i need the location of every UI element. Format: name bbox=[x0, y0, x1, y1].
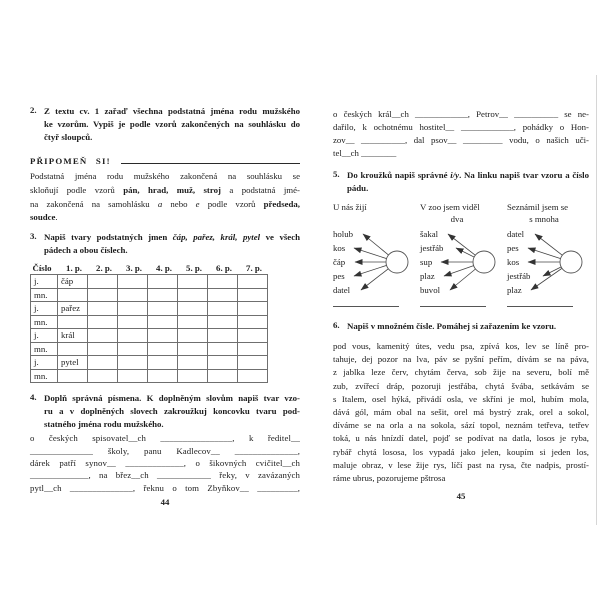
circle-diagram bbox=[333, 201, 589, 307]
table-row bbox=[31, 342, 268, 356]
fill-in-line: ______________ školy, panu Kadlecov__ ______________, bbox=[30, 445, 300, 456]
diagram-word: buvol bbox=[420, 285, 441, 295]
page-number-left: 44 bbox=[160, 497, 170, 508]
fill-in-line: tel__ch ________ bbox=[333, 148, 397, 158]
table-header-cell: 3. p. bbox=[126, 263, 142, 274]
exercise-2-number: 2. bbox=[30, 105, 37, 115]
row-label: j. bbox=[31, 329, 58, 343]
table-header-cell: 2. p. bbox=[96, 263, 112, 274]
answer-rule bbox=[507, 306, 573, 307]
noun-cell: čáp bbox=[58, 275, 88, 289]
exercise-6-line: Napiš v množném čísle. Pomáhej si zařazením ke vzoru. bbox=[347, 321, 557, 331]
diagram-body bbox=[420, 227, 502, 297]
row-label: mn. bbox=[31, 315, 58, 329]
exercise-4 bbox=[30, 392, 300, 431]
fill-in-exercise bbox=[30, 432, 300, 494]
exercise-4-line: statného jména rodu mužského. bbox=[44, 419, 164, 430]
diagram-word: pes bbox=[333, 271, 345, 281]
fill-in-line: dárek patří synov__ _____________, o šikovných cvičitel__ch bbox=[30, 458, 300, 468]
fill-in-line: zov__ __________, dal psov__ _________ vodu, o našich uči- bbox=[333, 135, 589, 145]
word-list-line: dává gól, mám obal na sešit, orel má bystrý zrak, orel a sokol, bbox=[333, 407, 589, 418]
table-header-cell: 4. p. bbox=[156, 263, 172, 274]
diagram-column-1 bbox=[333, 201, 415, 307]
noun-cell bbox=[58, 288, 88, 302]
noun-cell bbox=[58, 369, 88, 383]
exercise-3-line: pádech a obou číslech. bbox=[44, 245, 128, 256]
diagram-word: jestřáb bbox=[507, 271, 531, 281]
noun-cell bbox=[58, 342, 88, 356]
diagram-heading: Seznámil jsem se bbox=[507, 202, 569, 212]
fill-in-line: dařilo, k ochotnému hostitel__ ____________, pohádky o Hon- bbox=[333, 122, 589, 132]
remind-heading bbox=[30, 153, 300, 166]
diagram-word: šakal bbox=[420, 229, 439, 239]
row-label: j. bbox=[31, 302, 58, 316]
remind-blank-rule bbox=[121, 163, 300, 164]
scan-page-edge bbox=[596, 75, 597, 525]
word-list-line: díváme se na orla a na sokola, sází topol, neznám tetřeva, tetřev bbox=[333, 420, 589, 431]
diagram-heading: U nás žijí bbox=[333, 202, 367, 212]
word-list-line: toká, u nás hnízdí datel, pojď se podívat na datla, losos je ryba, bbox=[333, 433, 589, 444]
diagram-heading-line2: dva bbox=[450, 214, 464, 224]
exercise-3-number: 3. bbox=[30, 231, 37, 242]
table-row bbox=[31, 356, 268, 370]
fill-in-line: o českých král__ch ____________, Petrov__ __________ se ne- bbox=[333, 109, 589, 119]
exercise-5-line: pádu. bbox=[347, 183, 369, 193]
diagram-word: datel bbox=[333, 285, 351, 295]
diagram-heading: V zoo jsem viděl bbox=[420, 202, 480, 212]
remind-paragraph-line: na zakončená na samohlásku a nebo e podle vzorů předseda, bbox=[30, 198, 301, 209]
page-number-right: 45 bbox=[456, 491, 466, 502]
exercise-5 bbox=[333, 169, 589, 195]
diagram-body bbox=[507, 227, 589, 297]
remind-paragraph-line: soudce. bbox=[30, 212, 58, 223]
noun-cell bbox=[58, 315, 88, 329]
exercise-3 bbox=[30, 231, 300, 257]
table-header-cell: 5. p. bbox=[186, 263, 202, 274]
row-label: mn. bbox=[31, 342, 58, 356]
fill-in-line: _____________, na břez__ch ____________ řeky, v zavázaných bbox=[30, 470, 300, 481]
diagram-word: pes bbox=[507, 243, 519, 253]
diagram-heading-line2 bbox=[333, 213, 407, 225]
word-list bbox=[507, 227, 589, 297]
table-row bbox=[31, 369, 268, 383]
noun-cell: pařez bbox=[58, 302, 88, 316]
diagram-word: plaz bbox=[507, 285, 522, 295]
table-header-cell: 7. p. bbox=[246, 263, 262, 274]
exercise-4-number: 4. bbox=[30, 392, 37, 403]
diagram-word: sup bbox=[420, 257, 433, 267]
word-list-line: z jablka leze červ, chytám červa, sob žije na severu, bolí mě bbox=[333, 367, 589, 378]
row-label: mn. bbox=[31, 369, 58, 383]
exercise-2-line: čtyř sloupců. bbox=[44, 132, 93, 142]
noun-cell: pytel bbox=[58, 356, 88, 370]
exercise-2-line: Z textu cv. 1 zařaď všechna podstatná jména rodu mužského bbox=[44, 106, 300, 116]
table-row bbox=[31, 288, 268, 302]
diagram-word: plaz bbox=[420, 271, 435, 281]
exercise-5-number: 5. bbox=[333, 169, 340, 179]
table-row bbox=[31, 315, 268, 329]
diagram-word: kos bbox=[333, 243, 346, 253]
fill-in-line: o českých spisovatel__ch ________________, k ředitel__ bbox=[30, 433, 300, 444]
diagram-word: holub bbox=[333, 229, 354, 239]
row-label: mn. bbox=[31, 288, 58, 302]
word-list bbox=[333, 227, 415, 297]
diagram-word: jestřáb bbox=[420, 243, 444, 253]
page-left bbox=[30, 105, 300, 507]
table-row bbox=[31, 329, 268, 343]
exercise-5-line: Do kroužků napiš správné i/y. Na linku napiš tvar vzoru a číslo bbox=[347, 170, 589, 180]
exercise-6-word-list bbox=[333, 340, 589, 485]
diagram-word: datel bbox=[507, 229, 525, 239]
word-list-line: zub, zvířecí dráp, pozoruji jestřába, chytá švába, setkávám se bbox=[333, 380, 589, 391]
answer-rule bbox=[420, 306, 486, 307]
diagram-word: kos bbox=[507, 257, 520, 267]
diagram-heading-line2: s mnoha bbox=[529, 214, 559, 224]
remind-paragraph bbox=[30, 170, 300, 225]
word-list-line: maluje obraz, v lese žije rys, líčí past na rysa, čte nadpis, prostí- bbox=[333, 459, 589, 470]
remind-paragraph-line: Podstatná jména rodu mužského zakončená na souhlásku se bbox=[30, 171, 300, 181]
word-list bbox=[420, 227, 502, 297]
table-header-row bbox=[31, 262, 268, 275]
diagram-body bbox=[333, 227, 415, 297]
table-row bbox=[31, 302, 268, 316]
word-list-line: ráme ubrus, pozorujeme pštrosa bbox=[333, 473, 446, 484]
diagram-column-3 bbox=[507, 201, 589, 307]
remind-label: PŘIPOMEŇ SI! bbox=[30, 156, 111, 166]
diagram-word: čáp bbox=[333, 257, 346, 267]
word-list-line: pod vous, kamenitý útes, vedu psa, zpívá kos, lev se líně pro- bbox=[333, 341, 589, 351]
exercise-2-line: ke vzorům. Vypiš je podle vzorů zakončených na souhlásku do bbox=[44, 119, 300, 129]
exercise-4-line: Doplň správná písmena. K doplněným slovům napiš tvar vzo- bbox=[44, 393, 300, 404]
remind-paragraph-line: skloňují podle vzorů pán, hrad, muž, stroj a podstatná jmé- bbox=[30, 184, 300, 195]
fill-in-continuation bbox=[333, 108, 589, 160]
word-list-line: s Italem, osel hýká, přivádí osla, ve skříni je mol, hubím mola, bbox=[333, 393, 589, 404]
table-header-cell: Číslo bbox=[32, 263, 52, 274]
noun-cell: král bbox=[58, 329, 88, 343]
table-header-cell: 1. p. bbox=[66, 263, 82, 274]
row-label: j. bbox=[31, 356, 58, 370]
exercise-3-line: Napiš tvary podstatných jmen čáp, pařez, král, pytel ve všech bbox=[44, 232, 300, 243]
table-row bbox=[31, 275, 268, 289]
exercise-2 bbox=[30, 105, 300, 144]
exercise-6-number: 6. bbox=[333, 320, 340, 330]
fill-in-line: pytl__ch ______________, řeknu o tom Zbyňkov__ _________, bbox=[30, 482, 300, 493]
declension-table bbox=[30, 262, 268, 383]
answer-rule bbox=[333, 306, 399, 307]
exercise-4-line: ru a v doplněných slovech zakroužkuj koncovku tvaru pod- bbox=[44, 406, 300, 417]
diagram-column-2 bbox=[420, 201, 502, 307]
word-list-line: rybář chytá lososa, los vypadá jako jelen, koupím si jeden los, bbox=[333, 446, 589, 457]
page-right bbox=[333, 108, 589, 501]
row-label: j. bbox=[31, 275, 58, 289]
word-list-line: tahuje, dej pozor na lva, páv se pyšní peřím, dívám se na páva, bbox=[333, 354, 589, 365]
exercise-6 bbox=[333, 320, 589, 333]
table-header-cell: 6. p. bbox=[216, 263, 232, 274]
